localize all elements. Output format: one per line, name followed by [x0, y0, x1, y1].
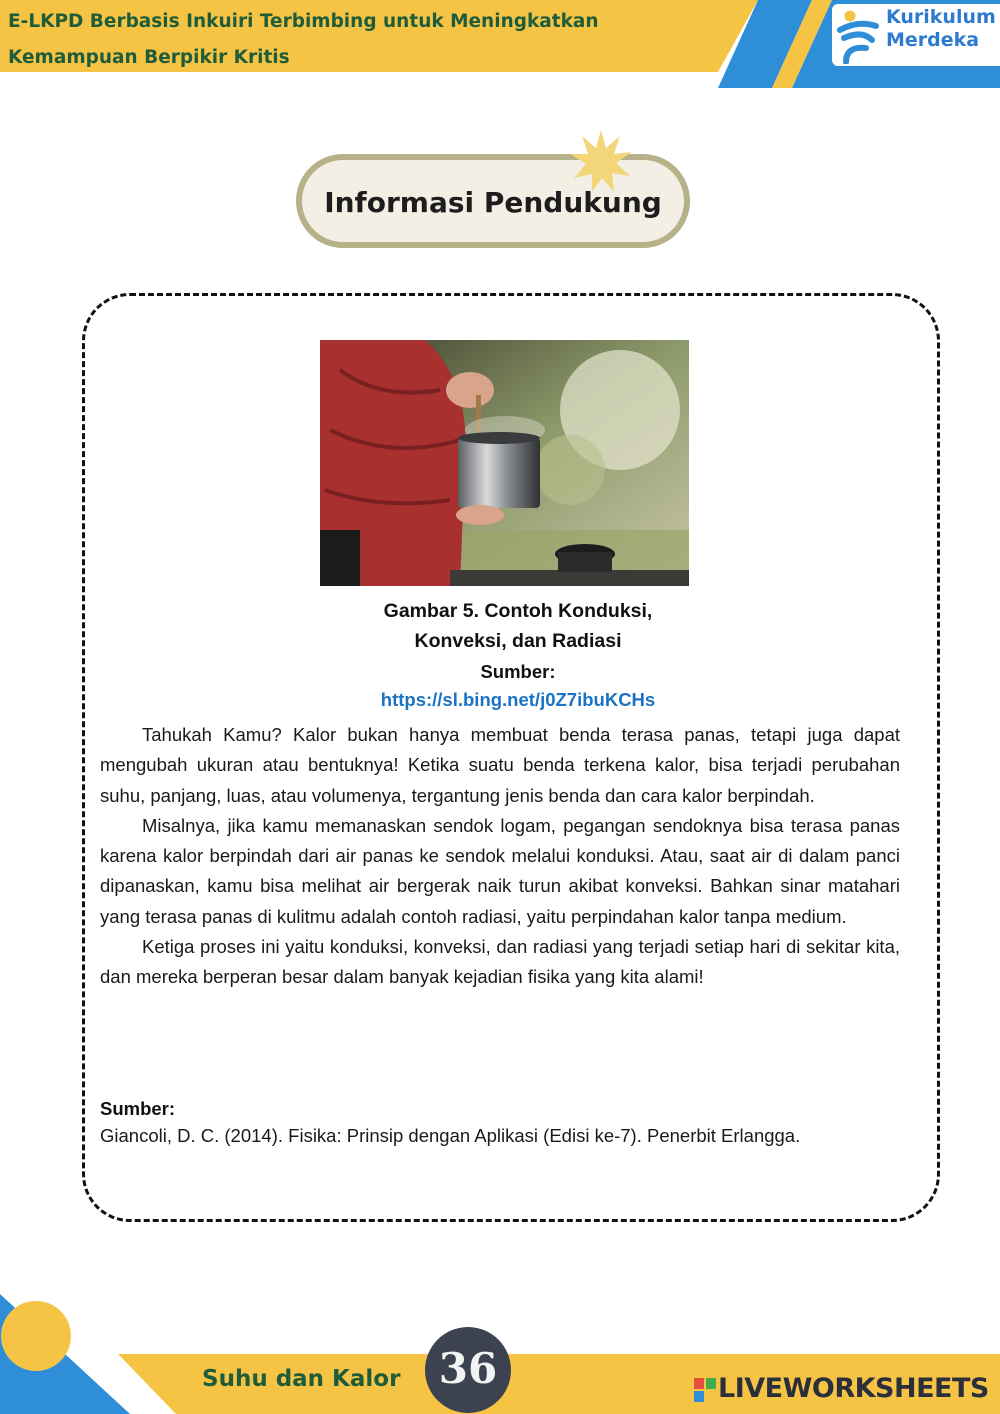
figure-caption	[268, 596, 768, 656]
header-title	[8, 4, 688, 76]
footer-title: Suhu dan Kalor	[202, 1366, 401, 1392]
figure-source-label: Sumber:	[480, 661, 556, 682]
reference-text: Giancoli, D. C. (2014). Fisika: Prinsip dengan Aplikasi (Edisi ke-7). Penerbit Erlangga.	[100, 1125, 801, 1146]
liveworksheets-text: LIVEWORKSHEETS	[718, 1373, 989, 1404]
kurikulum-merdeka-text	[886, 6, 996, 52]
paragraph: Misalnya, jika kamu memanaskan sendok logam, pegangan sendoknya bisa terasa panas karena kalor berpindah dari air panas ke sendok melalui konduksi. Atau, saat air di dalam panci dipanaskan, kamu bisa melihat air bergerak naik turun akibat konveksi. Bahkan sinar matahari yang terasa panas di kulitmu adalah contoh radiasi, yaitu perpindahan kalor tanpa medium.	[100, 814, 900, 927]
logo-line2: Merdeka	[886, 29, 980, 51]
paragraph: Ketiga proses ini yaitu konduksi, konveksi, dan radiasi yang terjadi setiap hari di sekitar kita, dan mereka berperan besar dalam banyak kejadian fisika yang kita alami!	[100, 936, 900, 988]
header-title-line1: E-LKPD Berbasis Inkuiri Terbimbing untuk Meningkatkan	[8, 11, 599, 32]
page-number: 36	[438, 1344, 498, 1393]
caption-line2: Konveksi, dan Radiasi	[414, 630, 622, 652]
liveworksheets-icon	[694, 1378, 716, 1402]
header-title-line2: Kemampuan Berpikir Kritis	[8, 47, 290, 68]
kurikulum-merdeka-logo	[832, 4, 1000, 66]
starburst-icon	[568, 128, 634, 194]
body-text	[100, 720, 900, 993]
section-title: Informasi Pendukung	[324, 186, 662, 219]
logo-line1: Kurikulum	[886, 6, 996, 28]
figure-source-link[interactable]: https://sl.bing.net/j0Z7ibuKCHs	[380, 689, 656, 710]
caption-line1: Gambar 5. Contoh Konduksi,	[383, 600, 653, 622]
page-number-badge	[425, 1327, 511, 1413]
figure-photo	[320, 340, 689, 586]
paragraph: Tahukah Kamu? Kalor bukan hanya membuat benda terasa panas, tetapi juga dapat mengubah ukuran atau bentuknya! Ketika suatu benda terkena kalor, bisa terjadi perubahan suhu, panjang, luas, atau volumenya, tergantung jenis benda dan cara kalor berpindah.	[100, 724, 900, 806]
liveworksheets-logo	[694, 1372, 994, 1406]
reference-label: Sumber:	[100, 1098, 176, 1119]
kurikulum-merdeka-icon	[836, 8, 882, 64]
